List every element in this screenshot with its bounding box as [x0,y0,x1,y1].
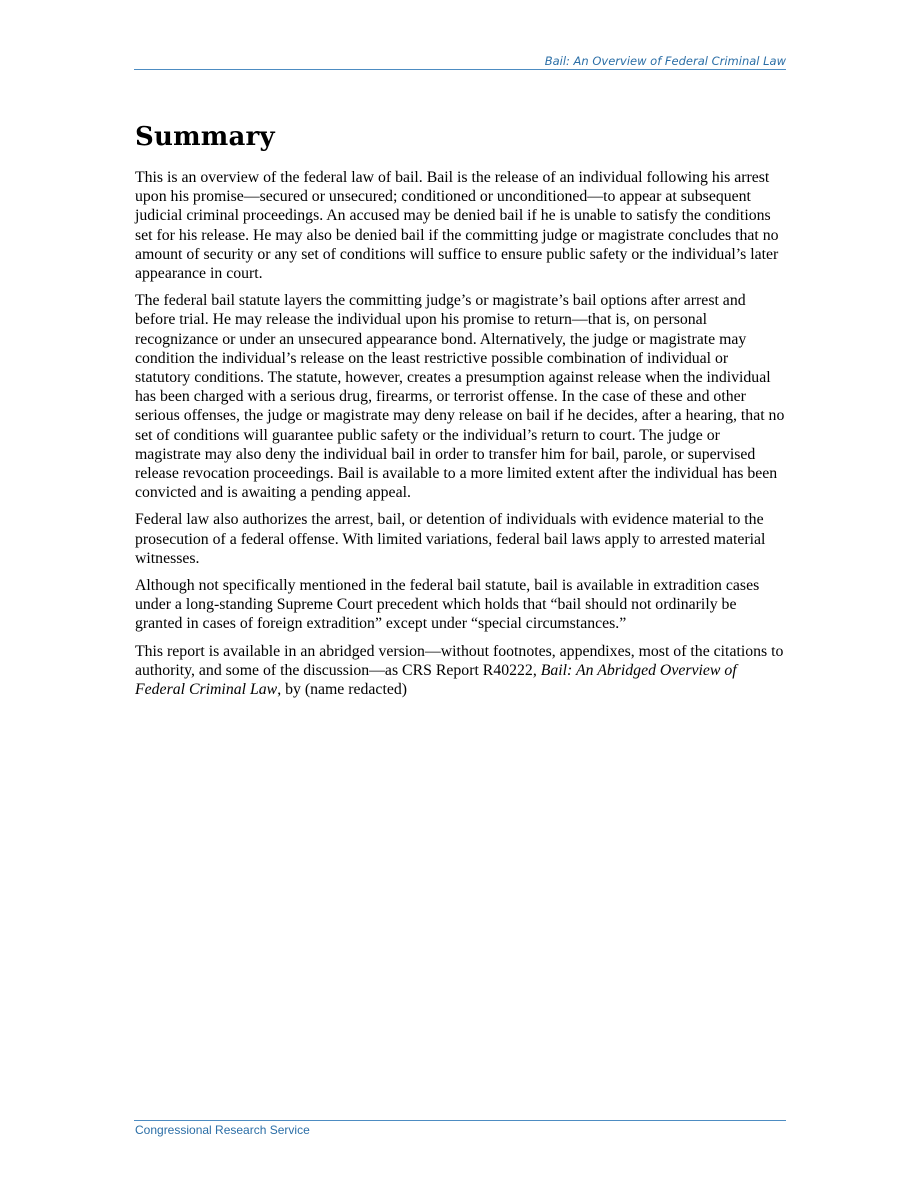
paragraph-1: This is an overview of the federal law of bail. Bail is the release of an individual following his arrest upon his promise—secured or unsecured; conditioned or unconditioned—to appear at subsequent judicial criminal proceedings. An accused may be denied bail if he is unable to satisfy the conditions set for his release. He may also be denied bail if the committing judge or magistrate concludes that no amount of security or any set of conditions will suffice to ensure public safety or the individual’s later appearance in court. [135,169,779,283]
paragraph-4: Although not specifically mentioned in the federal bail statute, bail is available in extradition cases under a long-standing Supreme Court precedent which holds that “bail should not ordinarily be granted in cases of foreign extradition” except under “special circumstances.” [135,577,760,633]
report-title: Bail: An Abridged Overview of Federal Criminal Law [135,661,737,699]
footer-organization: Congressional Research Service [135,1123,310,1137]
header-rule [134,69,786,70]
page-title: Summary [135,122,275,152]
running-header: Bail: An Overview of Federal Criminal Law [544,54,786,68]
paragraph-5-text-before: This report is available in an abridged version—without footnotes, appendixes, most of the citations to authority, and some of the discussion—as CRS Report R40222, [135,642,784,679]
footer-rule [134,1120,786,1121]
paragraph-5-text-after: , by (name redacted) [277,681,408,699]
paragraph-3: Federal law also authorizes the arrest, bail, or detention of individuals with evidence material to the prosecution of a federal offense. With limited variations, federal bail laws apply to arrested material witnesses. [135,511,766,567]
paragraph-5 [135,642,787,700]
summary-body [135,168,787,707]
paragraph-2: The federal bail statute layers the committing judge’s or magistrate’s bail options after arrest and before trial. He may release the individual upon his promise to return—that is, on personal recognizance or under an unsecured appearance bond. Alternatively, the judge or magistrate may condition the individual’s release on the least restrictive possible combination of individual or statutory conditions. The statute, however, creates a presumption against release when the individual has been charged with a serious drug, firearms, or terrorist offense. In the case of these and other serious offenses, the judge or magistrate may deny release on bail if he decides, after a hearing, that no set of conditions will guarantee public safety or the individual’s return to court. The judge or magistrate may also deny the individual bail in order to transfer him for bail, parole, or supervised release revocation proceedings. Bail is available to a more limited extent after the individual has been convicted and is awaiting a pending appeal. [135,292,785,502]
